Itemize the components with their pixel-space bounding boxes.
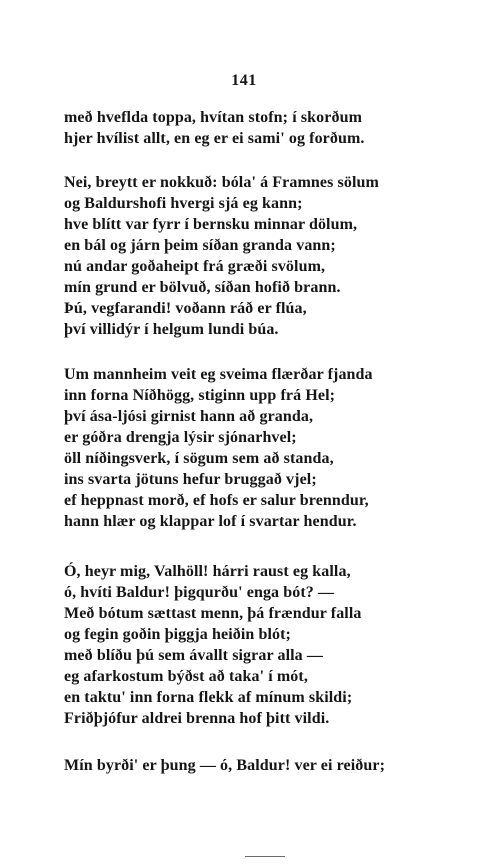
verse-line: Nei, breytt er nokkuð: bóla' á Framnes sölum	[64, 174, 379, 191]
page-number: 141	[231, 72, 257, 89]
verse-line: en taktu' inn forna flekk af mínum skildi;	[64, 689, 353, 706]
verse-line: því villidýr í helgum lundi búa.	[64, 321, 279, 338]
verse-line: ó, hvíti Baldur! þigqurðu' enga bót? —	[64, 584, 335, 601]
verse-line: og Baldurshofi hvergi sjá eg kann;	[64, 195, 303, 212]
verse-line: nú andar goðaheipt frá græði svölum,	[64, 258, 326, 275]
verse-line: og fegin goðin þiggja heiðin blót;	[64, 626, 291, 643]
verse-line: Friðþjófur aldrei brenna hof þitt vildi.	[64, 710, 330, 727]
verse-line: ef heppnast morð, ef hofs er salur brenndur,	[64, 492, 369, 509]
verse-line: með blíðu þú sem ávallt sigrar alla —	[64, 647, 323, 664]
verse-line: hve blítt var fyrr í bernsku minnar dölum,	[64, 216, 358, 233]
verse-line: Þú, vegfarandi! voðann ráð er flúa,	[64, 300, 307, 317]
verse-line: öll níðingsverk, í sögum sem að standa,	[64, 450, 334, 467]
verse-line: ins svarta jötuns hefur bruggað vjel;	[64, 471, 317, 488]
verse-line: Um mannheim veit eg sveima flærðar fjanda	[64, 366, 373, 383]
verse-line: með hveflda toppa, hvítan stofn; í skorðum	[64, 109, 363, 126]
verse-line: hjer hvílist allt, en eg er ei sami' og forðum.	[64, 130, 365, 147]
verse-line: mín grund er bölvuð, síðan hofið brann.	[64, 279, 341, 296]
verse-line: inn forna Níðhögg, stiginn upp frá Hel;	[64, 387, 336, 404]
verse-line: hann hlær og klappar lof í svartar hendur.	[64, 513, 357, 530]
verse-line: er góðra drengja lýsir sjónarhvel;	[64, 429, 297, 446]
verse-line: Með bótum sættast menn, þá frændur falla	[64, 605, 362, 622]
verse-line: Ó, heyr mig, Valhöll! hárri raust eg kalla,	[64, 563, 351, 580]
footer-rule	[245, 856, 285, 857]
verse-line: en bál og járn þeim síðan granda vann;	[64, 237, 336, 254]
verse-line: því ása-ljósi girnist hann að granda,	[64, 408, 314, 425]
verse-line: eg afarkostum býðst að taka' í mót,	[64, 668, 308, 685]
verse-line: Mín byrði' er þung — ó, Baldur! ver ei reiður;	[64, 757, 386, 774]
